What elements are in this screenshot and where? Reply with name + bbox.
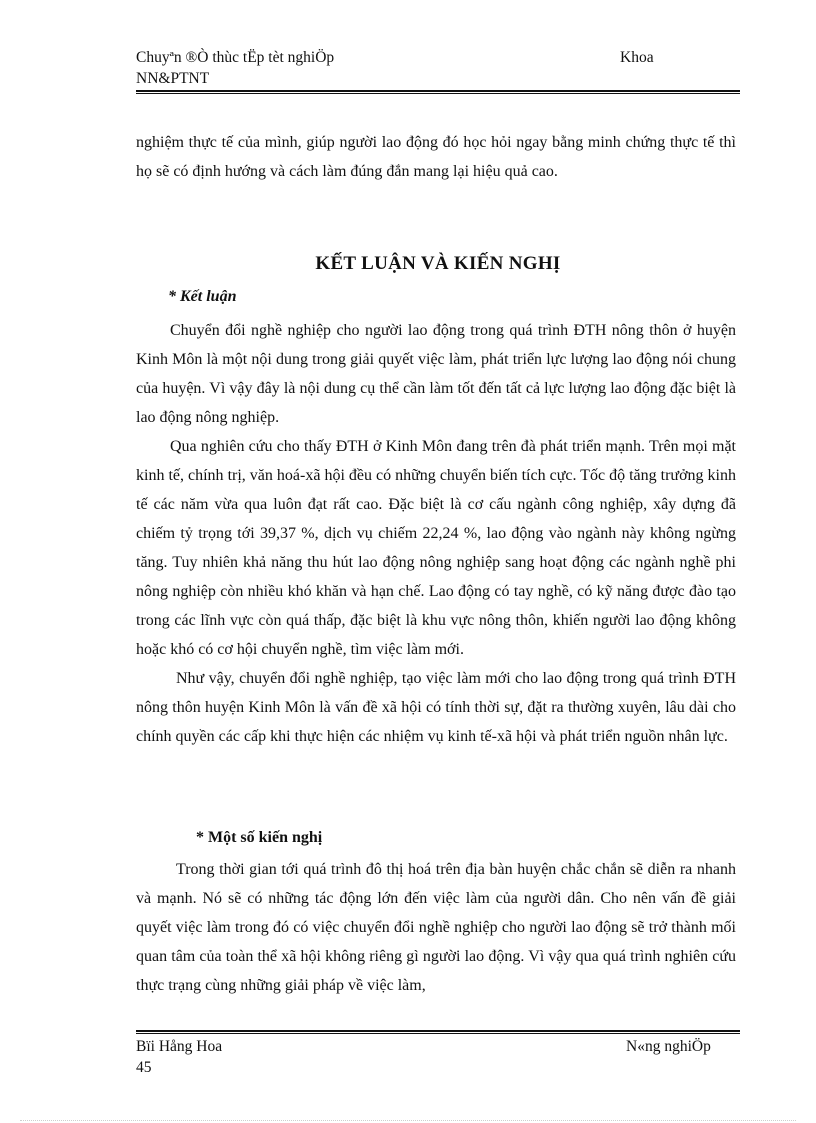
footer-rule xyxy=(136,1030,740,1032)
page-bottom-divider xyxy=(20,1120,796,1121)
recommendations-paragraph: Trong thời gian tới quá trình đô thị hoá trên địa bàn huyện chắc chắn sẽ diễn ra nhanh và mạnh. Nó sẽ có những tác động lớn đến việc làm của người dân. Cho nên vấn đề giải quyết việc làm trong đó có việc chuyển đổi nghề nghiệp cho người lao động sẽ trở thành mối quan tâm của toàn thể xã hội không riêng gì người lao động. Vì vậy qua quá trình nghiên cứu thực trạng cùng những giải pháp về việc làm, xyxy=(136,861,736,994)
conclusion-block xyxy=(136,316,736,751)
section-title: KẾT LUẬN VÀ KIẾN NGHỊ xyxy=(315,253,561,274)
footer-rule-thin xyxy=(136,1033,740,1034)
header-document-title: Chuyªn ®Ò thùc tËp tèt nghiÖp xyxy=(136,49,335,66)
conclusion-paragraph-1: Chuyển đổi nghề nghiệp cho người lao động trong quá trình ĐTH nông thôn ở huyện Kinh Môn là một nội dung trong giải quyết việc làm, phát triển lực lượng lao động nói chung của huyện. Vì vậy đây là nội dung cụ thể cần làm tốt đến tất cả lực lượng lao động đặc biệt là lao động nông nghiệp. xyxy=(136,322,736,426)
intro-paragraph: nghiệm thực tế của mình, giúp người lao động đó học hỏi ngay bằng minh chứng thực tế thì họ sẽ có định hướng và cách làm đúng đắn mang lại hiệu quả cao. xyxy=(136,134,736,180)
header-department: NN&PTNT xyxy=(136,70,210,87)
recommendations-block xyxy=(136,855,736,1000)
conclusion-heading: * Kết luận xyxy=(168,288,237,305)
header-faculty: Khoa xyxy=(620,49,654,66)
recommendations-heading: * Một số kiến nghị xyxy=(196,829,323,846)
conclusion-paragraph-3: Như vậy, chuyển đổi nghề nghiệp, tạo việc làm mới cho lao động trong quá trình ĐTH nông thôn huyện Kinh Môn là vấn đề xã hội có tính thời sự, đặt ra thường xuyên, lâu dài cho chính quyền các cấp khi thực hiện các nhiệm vụ kinh tế-xã hội và phát triển nguồn nhân lực. xyxy=(136,670,736,745)
page-header xyxy=(136,47,740,89)
header-rule xyxy=(136,90,740,92)
header-rule-thin xyxy=(136,93,740,94)
page-number: 45 xyxy=(136,1059,152,1076)
intro-block xyxy=(136,128,736,186)
footer-field: N«ng nghiÖp xyxy=(626,1038,711,1055)
footer-author: Bïi Hång Hoa xyxy=(136,1038,223,1055)
page-footer xyxy=(136,1036,740,1078)
conclusion-paragraph-2: Qua nghiên cứu cho thấy ĐTH ở Kinh Môn đang trên đà phát triển mạnh. Trên mọi mặt kinh tế, chính trị, văn hoá-xã hội đều có những chuyển biến tích cực. Tốc độ tăng trưởng kinh tế các năm vừa qua luôn đạt rất cao. Đặc biệt là cơ cấu ngành công nghiệp, xây dựng đã chiếm tỷ trọng tới 39,37 %, dịch vụ chiếm 22,24 %, lao động vào ngành này không ngừng tăng. Tuy nhiên khả năng thu hút lao động nông nghiệp sang hoạt động các ngành nghề phi nông nghiệp còn nhiều khó khăn và hạn chế. Lao động có tay nghề, có kỹ năng được đào tạo trong các lĩnh vực còn quá thấp, đặc biệt là khu vực nông thôn, khiến người lao động không hoặc khó có cơ hội chuyển nghề, tìm việc làm mới. xyxy=(136,438,736,658)
